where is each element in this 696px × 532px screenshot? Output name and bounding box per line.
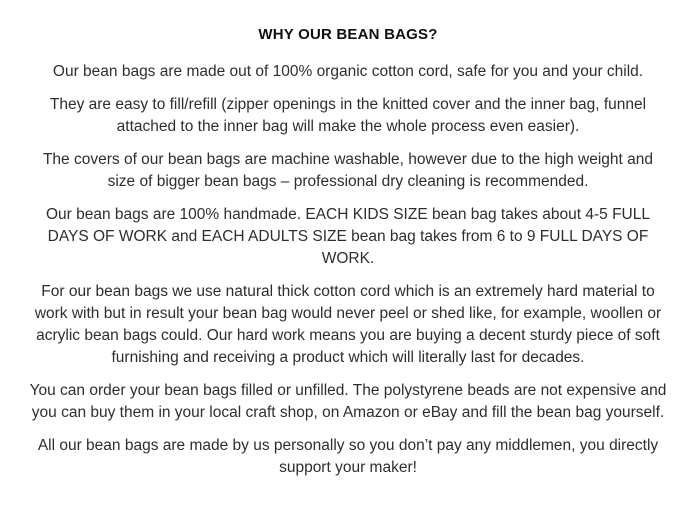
- paragraph-no-middlemen: All our bean bags are made by us personally so you don’t pay any middlemen, you directly support your maker!: [37, 437, 659, 476]
- paragraph-filled-or-unfilled: You can order your bean bags filled or unfilled. The polystyrene beads are not expensive and you can buy them in your local craft shop, on Amazon or eBay and fill the bean bag yourself.: [29, 382, 667, 421]
- paragraph-organic-cotton: Our bean bags are made out of 100% organic cotton cord, safe for you and your child.: [52, 63, 644, 80]
- paragraph-machine-washable: The covers of our bean bags are machine washable, however due to the high weight and size of bigger bean bags – professional dry cleaning is recommended.: [42, 151, 654, 190]
- page-title: WHY OUR BEAN BAGS?: [258, 26, 438, 43]
- paragraph-fill-refill: They are easy to fill/refill (zipper openings in the knitted cover and the inner bag, funnel attached to the inner bag will make the whole process even easier).: [49, 96, 647, 135]
- paragraph-thick-cotton-cord: For our bean bags we use natural thick cotton cord which is an extremely hard material to work with but in result your bean bag would never peel or shed like, for example, woollen or acrylic bean bags could. Our hard work means you are buying a decent sturdy piece of soft furnishing and receiving a product which will literally last for decades.: [34, 283, 662, 366]
- paragraph-handmade: Our bean bags are 100% handmade. EACH KIDS SIZE bean bag takes about 4-5 FULL DAYS OF WORK and EACH ADULTS SIZE bean bag takes from 6 to 9 FULL DAYS OF WORK.: [45, 206, 650, 267]
